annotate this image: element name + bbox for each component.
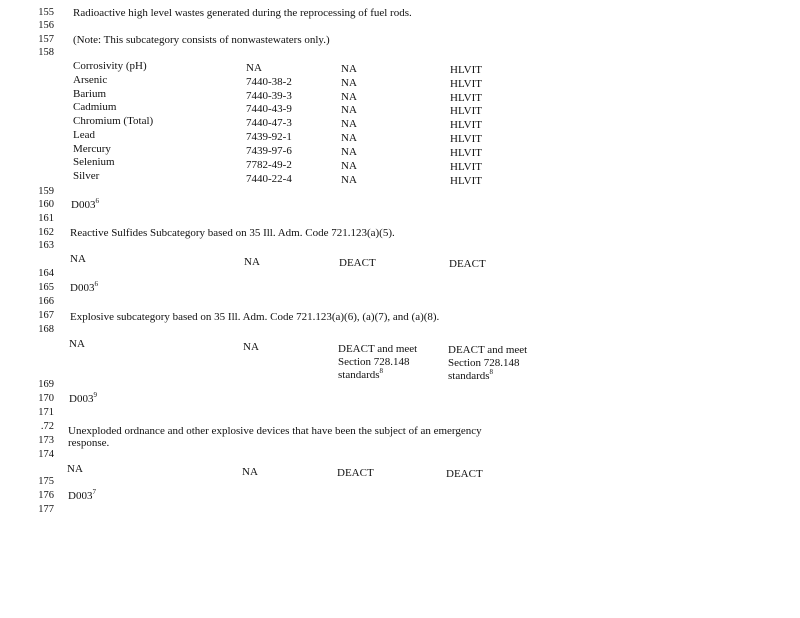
line-number: 165 bbox=[38, 282, 54, 293]
line-number: 173 bbox=[38, 435, 54, 446]
standard-line: DEACT and meet bbox=[338, 343, 418, 355]
line-number: 163 bbox=[38, 240, 54, 251]
line-number: 161 bbox=[38, 213, 54, 224]
cas-number: 7440-43-9 bbox=[246, 103, 292, 115]
waste-code bbox=[70, 280, 98, 294]
line-number: 175 bbox=[38, 476, 54, 487]
nonwastewater-standard: HLVIT bbox=[450, 147, 482, 159]
line-number: 166 bbox=[38, 296, 54, 307]
wastewater-standard: DEACT bbox=[337, 467, 374, 479]
nonwastewater-standard: HLVIT bbox=[450, 78, 482, 90]
wastewater-standard: NA bbox=[341, 118, 357, 130]
line-number: 158 bbox=[38, 47, 54, 58]
wastewater-standard bbox=[338, 343, 448, 382]
constituent-name: Selenium bbox=[73, 156, 115, 168]
nonwastewater-standard: HLVIT bbox=[450, 64, 482, 76]
standard-line: Section 728.148 bbox=[338, 356, 410, 368]
nonwastewater-standard: HLVIT bbox=[450, 161, 482, 173]
constituent-name: Arsenic bbox=[73, 74, 108, 86]
line-number: 168 bbox=[38, 324, 54, 335]
cas-number: NA bbox=[242, 466, 258, 478]
line-number: 157 bbox=[38, 34, 54, 45]
wastewater-standard: NA bbox=[341, 63, 357, 75]
line-number: 174 bbox=[38, 449, 54, 460]
nonwastewater-standard: HLVIT bbox=[450, 92, 482, 104]
line-number: 155 bbox=[38, 7, 54, 18]
footnote-marker: 8 bbox=[379, 367, 384, 375]
standard-line: Section 728.148 bbox=[448, 357, 520, 369]
standard-text: standards bbox=[338, 369, 380, 381]
standard-text: standards bbox=[448, 370, 490, 382]
line-number: 164 bbox=[38, 268, 54, 279]
subcategory-description: Unexploded ordnance and other explosive devices that have been the subject of an emergency bbox=[68, 425, 482, 437]
cas-number: 7440-47-3 bbox=[246, 117, 292, 129]
standard-line bbox=[448, 370, 558, 383]
footnote-marker: 8 bbox=[489, 368, 494, 376]
cas-number: NA bbox=[246, 62, 262, 74]
standard-line: DEACT and meet bbox=[448, 344, 528, 356]
footnote-marker: 7 bbox=[92, 488, 96, 496]
cas-number: NA bbox=[243, 341, 259, 353]
subcategory-description: Reactive Sulfides Subcategory based on 35 Ill. Adm. Code 721.123(a)(5). bbox=[70, 227, 395, 239]
cas-number: 7440-38-2 bbox=[246, 76, 292, 88]
constituent-name: Lead bbox=[73, 129, 95, 141]
cas-number: NA bbox=[244, 256, 260, 268]
wastewater-standard: NA bbox=[341, 91, 357, 103]
line-number: 167 bbox=[38, 310, 54, 321]
cas-number: 7440-22-4 bbox=[246, 173, 292, 185]
subcategory-description-continued: response. bbox=[68, 437, 110, 449]
constituent-name: NA bbox=[67, 463, 83, 475]
nonwastewater-standard: DEACT bbox=[449, 258, 486, 270]
waste-code bbox=[71, 197, 99, 211]
constituent-name: Barium bbox=[73, 88, 106, 100]
wastewater-standard: NA bbox=[341, 104, 357, 116]
nonwastewater-standard: HLVIT bbox=[450, 105, 482, 117]
subcategory-description: Radioactive high level wastes generated during the reprocessing of fuel rods. bbox=[73, 7, 412, 19]
waste-code-text: D003 bbox=[68, 490, 93, 502]
subcategory-description: Explosive subcategory based on 35 Ill. Adm. Code 721.123(a)(6), (a)(7), and (a)(8). bbox=[70, 311, 440, 323]
wastewater-standard: NA bbox=[341, 146, 357, 158]
constituent-name: NA bbox=[70, 253, 86, 265]
line-number: 156 bbox=[38, 20, 54, 31]
nonwastewater-standard bbox=[448, 344, 558, 383]
constituent-name: Corrosivity (pH) bbox=[73, 60, 147, 72]
cas-number: 7440-39-3 bbox=[246, 90, 292, 102]
footnote-marker: 6 bbox=[95, 197, 99, 205]
cas-number: 7439-97-6 bbox=[246, 145, 292, 157]
line-number: 169 bbox=[38, 379, 54, 390]
line-number: 171 bbox=[38, 407, 54, 418]
constituent-name: Mercury bbox=[73, 143, 111, 155]
nonwastewater-standard: HLVIT bbox=[450, 175, 482, 187]
line-number: 160 bbox=[38, 199, 54, 210]
nonwastewater-standard: HLVIT bbox=[450, 133, 482, 145]
waste-code bbox=[69, 391, 97, 405]
wastewater-standard: NA bbox=[341, 77, 357, 89]
constituent-name: Cadmium bbox=[73, 101, 117, 113]
line-number: 162 bbox=[38, 227, 54, 238]
line-number: 176 bbox=[38, 490, 54, 501]
waste-code-text: D003 bbox=[71, 199, 96, 211]
subcategory-note: (Note: This subcategory consists of nonwastewaters only.) bbox=[73, 34, 330, 46]
line-number: 170 bbox=[38, 393, 54, 404]
line-number: 177 bbox=[38, 504, 54, 515]
constituent-name: NA bbox=[69, 338, 85, 350]
line-number: .72 bbox=[40, 421, 54, 432]
wastewater-standard: NA bbox=[341, 174, 357, 186]
nonwastewater-standard: DEACT bbox=[446, 468, 483, 480]
standard-line bbox=[338, 369, 448, 382]
nonwastewater-standard: HLVIT bbox=[450, 119, 482, 131]
waste-code-text: D003 bbox=[69, 393, 94, 405]
wastewater-standard: NA bbox=[341, 160, 357, 172]
footnote-marker: 6 bbox=[94, 280, 98, 288]
constituent-name: Silver bbox=[73, 170, 100, 182]
cas-number: 7439-92-1 bbox=[246, 131, 292, 143]
cas-number: 7782-49-2 bbox=[246, 159, 292, 171]
waste-code-text: D003 bbox=[70, 282, 95, 294]
constituent-name: Chromium (Total) bbox=[73, 115, 154, 127]
line-number: 159 bbox=[38, 186, 54, 197]
wastewater-standard: NA bbox=[341, 132, 357, 144]
footnote-marker: 9 bbox=[93, 391, 97, 399]
waste-code bbox=[68, 488, 96, 502]
wastewater-standard: DEACT bbox=[339, 257, 376, 269]
